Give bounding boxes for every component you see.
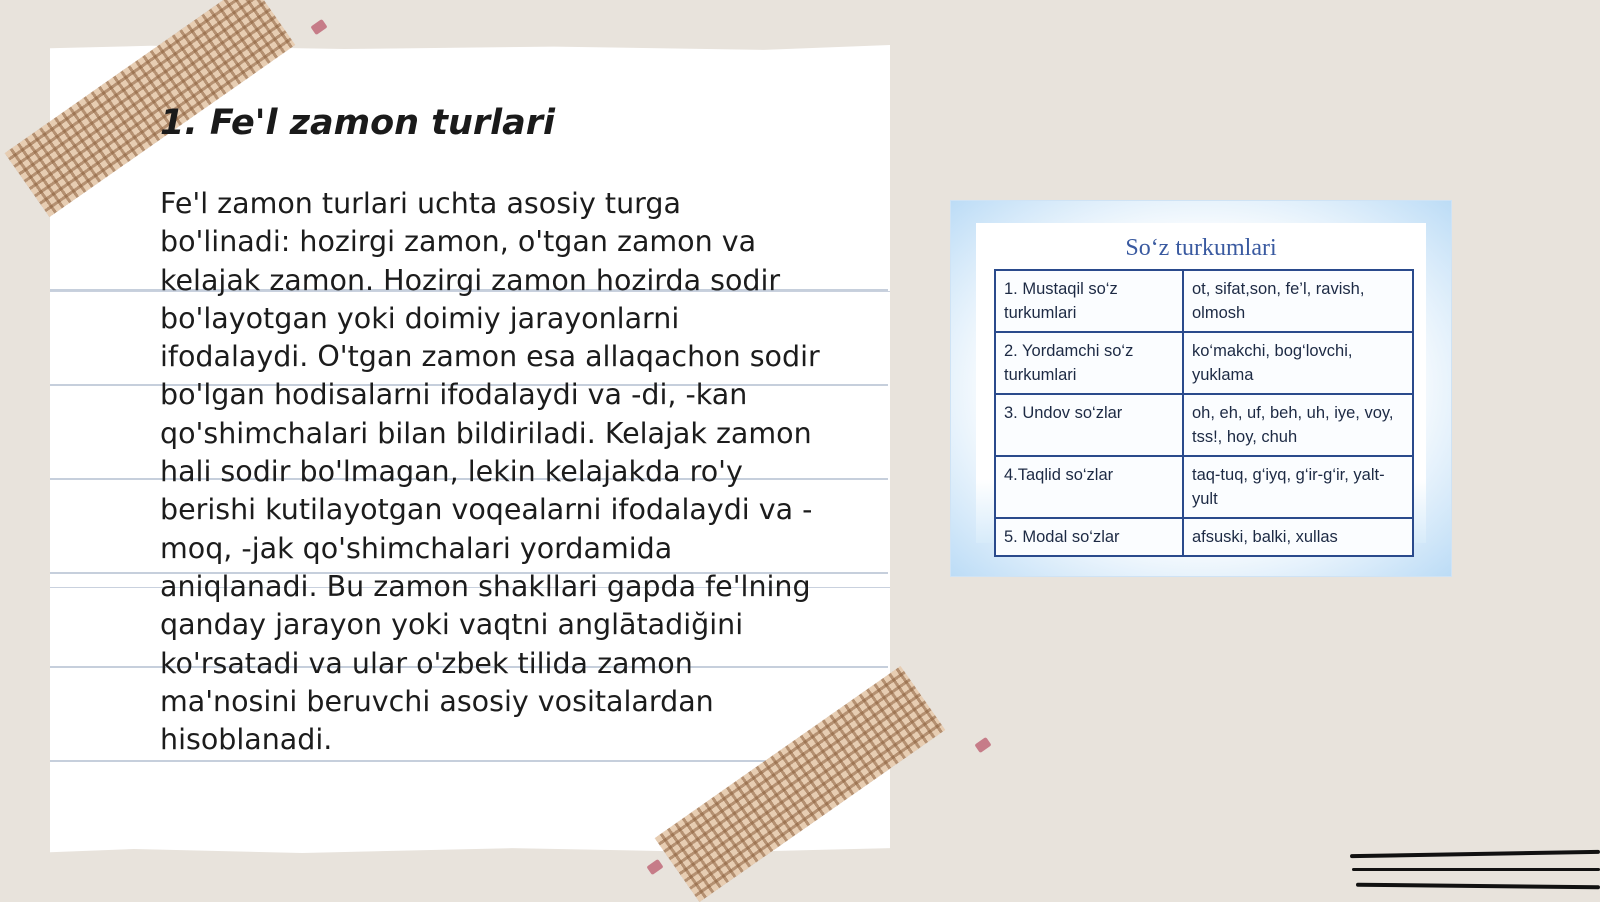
decorative-scribble-line [1350, 850, 1600, 858]
table-cell-examples: ko‘makchi, bog‘lovchi, yuklama [1183, 332, 1413, 394]
table-cell-category: 4.Taqlid so‘zlar [995, 456, 1183, 518]
tape-end-mark [646, 859, 663, 875]
word-classes-figure [950, 200, 1452, 577]
table-row [995, 270, 1413, 332]
table-row [995, 394, 1413, 456]
decorative-scribble-line [1352, 868, 1600, 871]
figure-title: So‘z turkumlari [1125, 235, 1277, 261]
decorative-scribble-line [1356, 883, 1600, 890]
table-row [995, 456, 1413, 518]
table-cell-examples: ot, sifat,son, fe’l, ravish, olmosh [1183, 270, 1413, 332]
slide-title: 1. Fe'l zamon turlari [160, 103, 556, 143]
tape-end-mark [974, 737, 991, 753]
table-cell-category: 2. Yordamchi so‘z turkumlari [995, 332, 1183, 394]
table-cell-category: 5. Modal so‘zlar [995, 518, 1183, 556]
table-cell-examples: afsuski, balki, xullas [1183, 518, 1413, 556]
table-cell-category: 3. Undov so‘zlar [995, 394, 1183, 456]
table-cell-examples: oh, eh, uf, beh, uh, iye, voy, tss!, hoy, chuh [1183, 394, 1413, 456]
word-classes-table [994, 269, 1414, 557]
tape-end-mark [310, 19, 327, 35]
table-cell-category: 1. Mustaqil so‘z turkumlari [995, 270, 1183, 332]
table-row [995, 518, 1413, 556]
table-row [995, 332, 1413, 394]
figure-panel [976, 223, 1426, 546]
table-cell-examples: taq-tuq, g‘iyq, g‘ir-g‘ir, yalt-yult [1183, 456, 1413, 518]
slide-body-text: Fe'l zamon turlari uchta asosiy turga bo'linadi: hozirgi zamon, o'tgan zamon va kelajak zamon. Hozirgi zamon hozirda sodir bo'layotgan yoki doimiy jarayonlarni ifodalaydi. O'tgan zamon esa allaqachon sodir bo'lgan hodisalarni ifodalaydi va -di, -kan qo'shimchalari bilan bildiriladi. Kelajak zamon hali sodir bo'lmagan, lekin kelajakda ro'y berishi kutilayotgan voqealarni ifodalaydi va -moq, -jak qo'shimchalari yordamida aniqlanadi. Bu zamon shakllari gapda fe'lning qanday jarayon yoki vaqtni anglātadiğini ko'rsatadi va ular o'zbek tilida zamon ma'nosini beruvchi asosiy vositalardan hisoblanadi. [160, 187, 820, 757]
